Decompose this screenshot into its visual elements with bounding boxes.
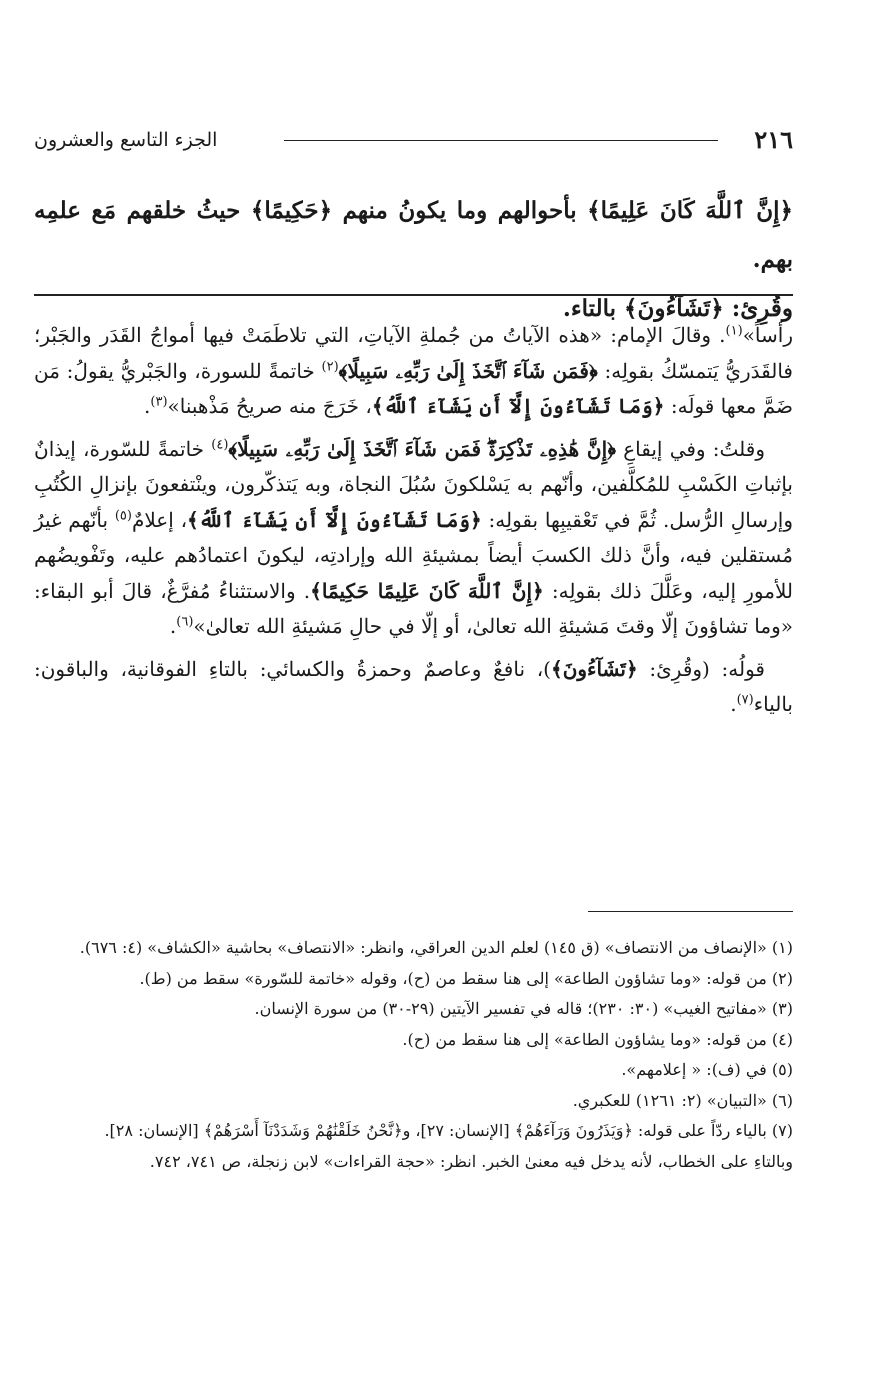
tafsir-line-1: ﴿إِنَّ ٱللَّهَ كَانَ عَلِيمًا﴾ بأحوالهم وما يكونُ منهم ﴿حَكِيمًا﴾ حيثُ خلقهم مَع علمِه بهم.: [34, 197, 793, 273]
footnote-ref-2[interactable]: (٢): [321, 358, 339, 374]
text-run: .: [730, 692, 737, 716]
footnote-1: (١) «الإنصاف من الانتصاف» (ق ١٤٥) لعلم الدين العراقي، وانظر: «الانتصاف» بحاشية «الكشاف» (٤: ٦٧٦).: [79, 938, 793, 957]
page-header: [34, 124, 793, 156]
footnotes: [34, 933, 793, 1177]
text-run: .: [169, 614, 177, 638]
quran-quote: ﴿إِنَّ ٱللَّهَ كَانَ عَلِيمًا حَكِيمًا﴾: [310, 578, 544, 603]
quran-quote: ﴿تَشَآءُونَ﴾: [550, 656, 638, 681]
text-run: )، نافعٌ وعاصمٌ وحمزةُ والكسائي: بالتاءِ الفوقانية، والباقون: بالياء: [34, 656, 793, 716]
commentary-body: [34, 318, 793, 730]
text-run: ، خَرَجَ منه صريحُ مَذْهبنا»: [167, 394, 372, 418]
commentary-paragraph-1: [34, 318, 793, 425]
footnote-6: (٦) «التبيان» (٢: ١٢٦١) للعكبري.: [572, 1090, 793, 1110]
text-run: خاتمةً للسورة، والجَبْريُّ يقولُ: مَن ضَمَّ معها قولَه:: [34, 358, 793, 418]
footnote-7-continuation: وبالتاءِ على الخطاب، لأنه يدخل فيه معنىٰ الخبر. انظر: «حجة القراءات» لابن زنجلة، ص ٧٤١، ٧٤٢.: [149, 1151, 793, 1171]
commentary-paragraph-2: [34, 432, 793, 645]
footnote-ref-3[interactable]: (٣): [150, 394, 168, 410]
text-run: . وقالَ الإمام: «هذه الآياتُ من جُملةِ الآياتِ، التي تلاطَمَتْ فيها أمواجُ القَدَر والجَبْر؛ فالقَدَريُّ يَتمسّكُ بقولِه:: [34, 323, 793, 383]
text-run: بأنّهم غيرُ مُستقلين فيه، وأنَّ ذلك الكسبَ أيضاً بمشيئةِ الله وإرادتِه، ليكونَ اعتمادُهم عليه، وتَفْويضُهم للأمورِ إليه، وعَلَّلَ ذلك بقولِه:: [34, 507, 793, 603]
text-run: . والاستثناءُ مُفرَّغٌ، قالَ أبو البقاء: «وما تشاؤونَ إلّا وقتَ مَشيئةِ الله تعالىٰ، أو إلّا في حالِ مَشيئةِ الله تعالىٰ»: [34, 578, 793, 638]
quran-quote: ﴿وَمَا تَشَآءُونَ إِلَّآ أَن يَشَآءَ ٱللَّهُ﴾: [187, 507, 482, 532]
header-rule: [284, 140, 718, 141]
running-title: الجزء التاسع والعشرون: [34, 129, 218, 151]
footnote-rule: [588, 911, 793, 912]
text-run: وقلتُ: وفي إيقاعِ: [616, 436, 765, 461]
footnote-ref-1[interactable]: (١): [725, 323, 743, 339]
footnote-5: (٥) في (ف): « إعلامهم».: [621, 1060, 793, 1079]
footnote-ref-4[interactable]: (٤): [211, 436, 229, 452]
quran-quote: ﴿إِنَّ هَٰذِهِۦ تَذْكِرَةٌۖ فَمَن شَآءَ ٱتَّخَذَ إِلَىٰ رَبِّهِۦ سَبِيلًا﴾: [228, 436, 617, 461]
commentary-paragraph-3: [34, 652, 793, 723]
footnote-ref-6[interactable]: (٦): [176, 614, 194, 630]
text-run: قولُه: (وقُرِئ:: [637, 656, 765, 681]
quran-quote: ﴿وَمَا تَشَآءُونَ إِلَّآ أَن يَشَآءَ ٱللَّهُ﴾: [371, 394, 665, 418]
tafsir-line-2: وقُرِئ: ﴿تَشَآءُونَ﴾ بالتاء.: [562, 295, 793, 322]
quran-quote: ﴿فَمَن شَآءَ ٱتَّخَذَ إِلَىٰ رَبِّهِۦ سَبِيلًا﴾: [338, 358, 598, 383]
footnote-7: (٧) بالياء ردّاً على قوله: ﴿وَيَذَرُونَ وَرَآءَهُمْ﴾ [الإنسان: ٢٧]، و﴿نَّحْنُ خَلَقْنَٰهُمْ وَشَدَدْنَآ أَسْرَهُمْ﴾ [الإنسان: ٢٨].: [104, 1121, 793, 1140]
text-run: خاتمةً للسّورة، إيذانٌ بإثباتِ الكَسْبِ للمُكلَّفين، وأنّهم به يَسْلكونَ سُبُلَ النجاة، وبه يَتذكّرون، وينْتفعونَ بإنزالِ الكُتُبِ وإرسالِ الرُّسل. ثُمَّ في تَعْقيبِها بقولِه:: [34, 436, 793, 532]
text-run: رأساً»: [742, 323, 793, 347]
footnote-ref-7[interactable]: (٧): [736, 692, 754, 708]
footnote-ref-5[interactable]: (٥): [114, 507, 132, 523]
footnote-3: (٣) «مفاتيح الغيب» (٣٠: ٢٣٠)؛ قاله في تفسير الآيتين (٢٩-٣٠) من سورة الإنسان.: [254, 999, 793, 1018]
footnote-2: (٢) من قوله: «وما تشاؤون الطاعة» إلى هنا سقط من (ح)، وقوله «خاتمة للسّورة» سقط من (ط).: [139, 968, 793, 988]
text-run: .: [144, 394, 151, 418]
tafsir-text-block: [34, 186, 793, 333]
section-divider: [34, 294, 793, 296]
text-run: ، إعلامٌ: [131, 507, 188, 532]
footnote-4: (٤) من قوله: «وما يشاؤون الطاعة» إلى هنا سقط من (ح).: [402, 1029, 793, 1049]
page-number: ٢١٦: [754, 125, 793, 154]
